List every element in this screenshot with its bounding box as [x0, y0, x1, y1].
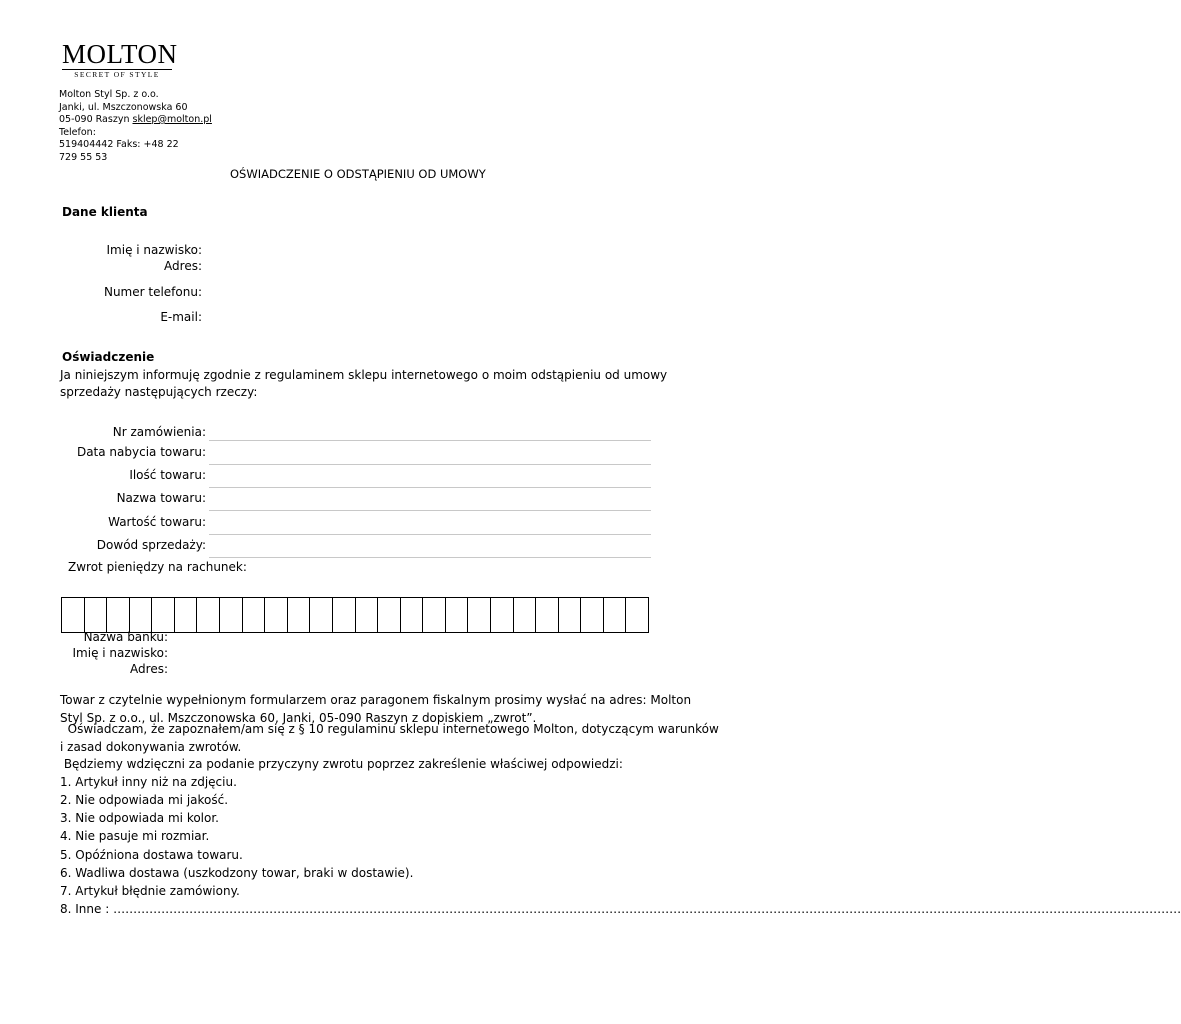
company-line-1: Molton Styl Sp. z o.o. [59, 89, 159, 100]
instructions-p2-line-1: Oświadczam, że zapoznałem/am się z § 10 regulaminu sklepu internetowego Molton, dotyczącym warunków [60, 722, 719, 736]
address-label: Adres: [164, 259, 202, 273]
reason-option-1[interactable]: 1. Artykuł inny niż na zdjęciu. [60, 775, 237, 789]
proof-of-sale-field[interactable] [209, 557, 651, 558]
statement-heading: Oświadczenie [62, 350, 155, 364]
logo-tagline: SECRET OF STYLE [62, 69, 172, 80]
name-label: Imię i nazwisko: [106, 243, 202, 257]
statement-line-2: sprzedaży następujących rzeczy: [60, 385, 258, 399]
refund-account-label: Zwrot pieniędzy na rachunek: [68, 560, 247, 574]
logo-name: MOLTON [62, 39, 178, 69]
company-line-5: 519404442 Faks: +48 22 [59, 139, 179, 150]
product-name-field[interactable] [209, 510, 651, 511]
product-value-field[interactable] [209, 534, 651, 535]
reason-option-4[interactable]: 4. Nie pasuje mi rozmiar. [60, 829, 210, 843]
instructions-p3: Będziemy wdzięczni za podanie przyczyny zwrotu poprzez zakreślenie właściwej odpowiedzi: [60, 757, 623, 771]
purchase-date-label: Data nabycia towaru: [76, 445, 206, 459]
phone-label: Numer telefonu: [103, 285, 202, 299]
molton-logo [62, 39, 178, 80]
product-name-label: Nazwa towaru: [116, 491, 206, 505]
company-line-4: Telefon: [59, 126, 96, 138]
reason-option-8[interactable]: 8. Inne : …………………………………………………………………………………………………………………………………………………………………………………………………………………………………………… [60, 902, 1181, 916]
reason-option-6[interactable]: 6. Wadliwa dostawa (uszkodzony towar, braki w dostawie). [60, 866, 414, 880]
reason-option-3[interactable]: 3. Nie odpowiada mi kolor. [60, 811, 219, 825]
reason-option-7[interactable]: 7. Artykuł błędnie zamówiony. [60, 884, 240, 898]
instructions-p2-line-2: i zasad dokonywania zwrotów. [60, 740, 242, 754]
bank-name-label: Nazwa banku: [83, 630, 168, 644]
quantity-field[interactable] [209, 487, 651, 488]
instructions-p1-line-1: Towar z czytelnie wypełnionym formularzem oraz paragonem fiskalnym prosimy wysłać na adres: Molton [60, 693, 692, 707]
company-line-2: Janki, ul. Mszczonowska 60 [59, 101, 188, 113]
email-label: E-mail: [160, 310, 202, 324]
holder-address-label: Adres: [130, 662, 168, 676]
holder-name-label: Imię i nazwisko: [72, 646, 168, 660]
document-title: OŚWIADCZENIE O ODSTĄPIENIU OD UMOWY [230, 167, 486, 181]
email-link[interactable]: sklep@molton.pl [132, 114, 212, 125]
order-number-field[interactable] [209, 440, 651, 441]
client-section-heading: Dane klienta [62, 205, 148, 219]
proof-of-sale-label: Dowód sprzedaży: [96, 538, 206, 552]
instructions-p1-line-2: Styl Sp. z o.o., ul. Mszczonowska 60, Janki, 05-090 Raszyn z dopiskiem „zwrot”. [60, 711, 537, 725]
reason-option-2[interactable]: 2. Nie odpowiada mi jakość. [60, 793, 229, 807]
company-line-3: 05-090 Raszyn sklep@molton.pl [59, 114, 212, 125]
product-value-label: Wartość towaru: [108, 515, 206, 529]
bank-account-number-boxes[interactable] [61, 597, 649, 633]
reason-option-5[interactable]: 5. Opóźniona dostawa towaru. [60, 848, 243, 862]
company-line-6: 729 55 53 [59, 151, 108, 163]
order-number-label: Nr zamówienia: [112, 425, 206, 439]
purchase-date-field[interactable] [209, 464, 651, 465]
statement-line-1: Ja niniejszym informuję zgodnie z regulaminem sklepu internetowego o moim odstąpieniu od umowy [60, 368, 668, 382]
company-address [59, 89, 212, 164]
quantity-label: Ilość towaru: [129, 468, 206, 482]
